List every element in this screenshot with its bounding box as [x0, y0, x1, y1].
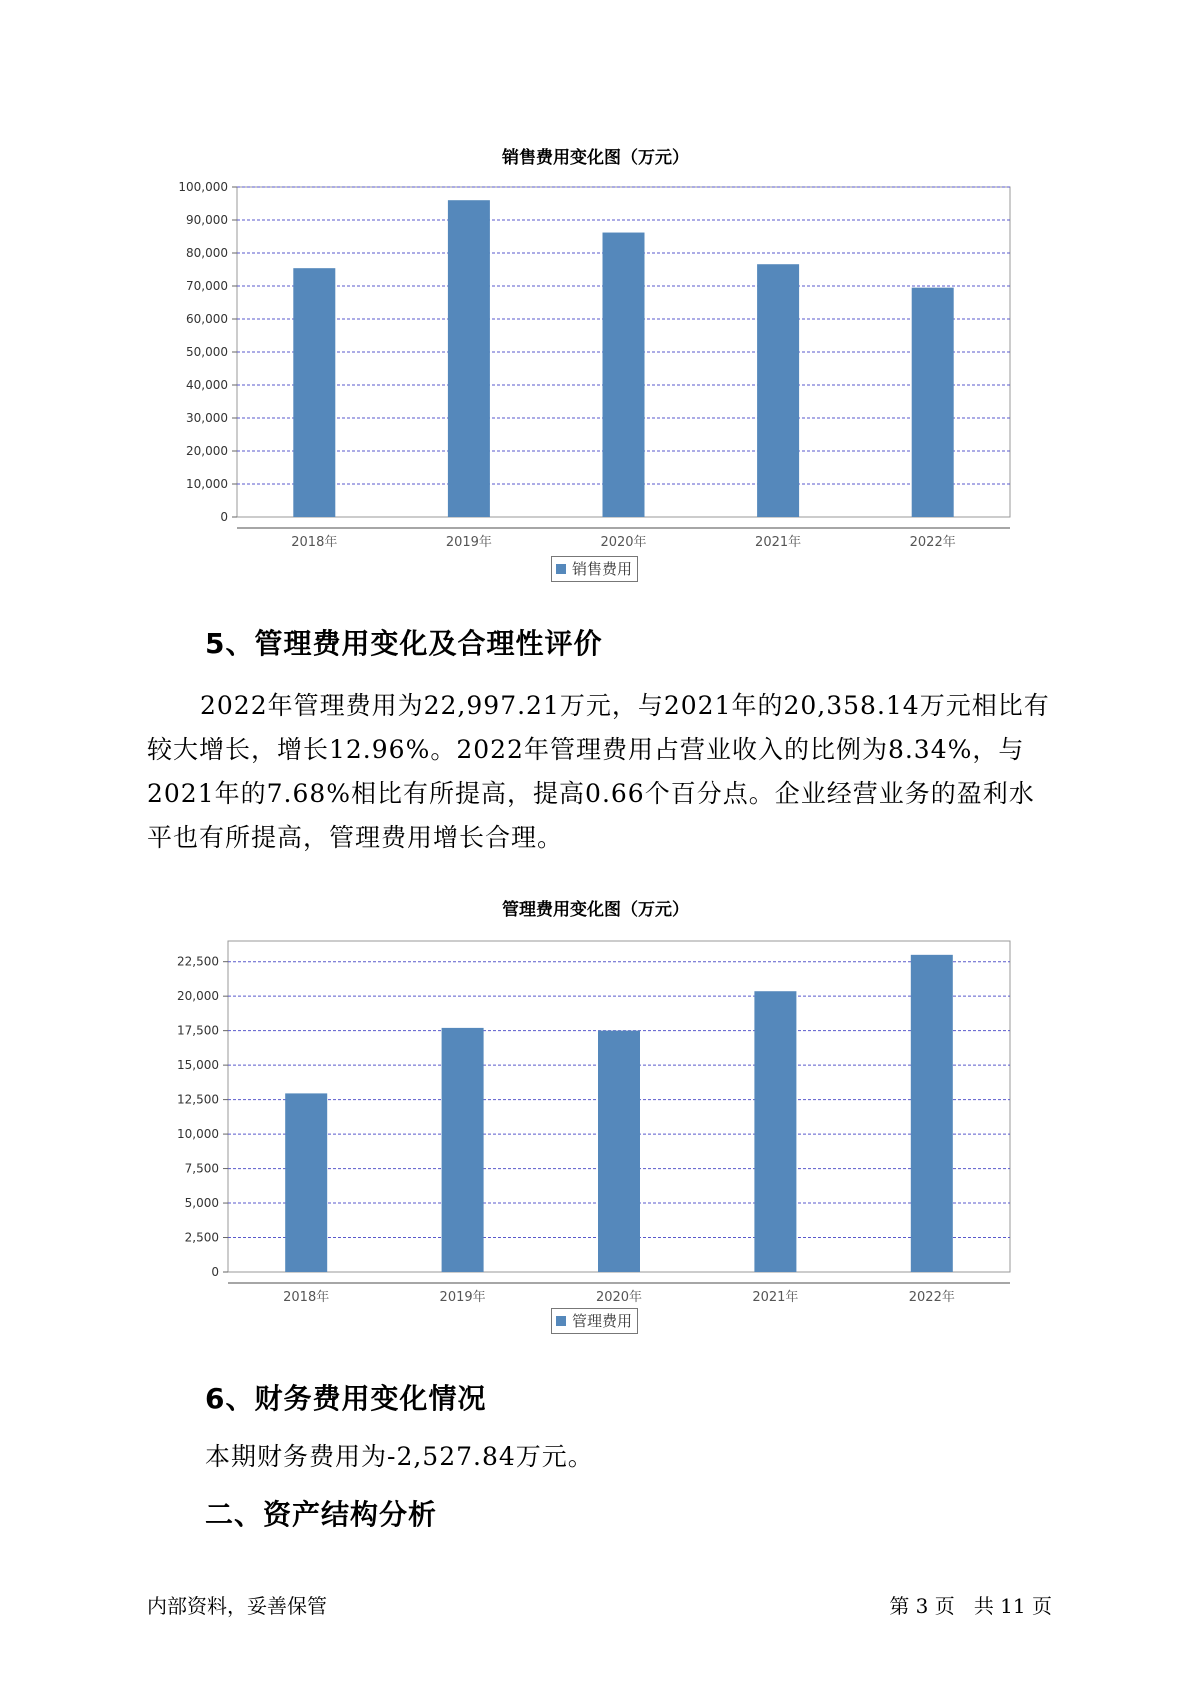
section-5-heading: 5、管理费用变化及合理性评价 [205, 627, 603, 660]
legend-label: 管理费用 [572, 1312, 633, 1330]
y-tick-label: 90,000 [186, 213, 228, 227]
y-tick-label: 10,000 [177, 1127, 219, 1142]
y-tick-label: 12,500 [177, 1092, 219, 1107]
y-tick-label: 20,000 [186, 444, 228, 458]
y-tick-label: 15,000 [177, 1058, 219, 1073]
bar-2018年 [285, 1093, 327, 1272]
y-tick-label: 20,000 [177, 989, 219, 1004]
y-tick-label: 50,000 [186, 345, 228, 359]
bar-2021年 [754, 991, 796, 1272]
y-tick-label: 7,500 [184, 1161, 219, 1176]
y-tick-label: 0 [211, 1265, 219, 1279]
x-tick-label: 2019年 [439, 1290, 486, 1305]
footer-confidential-note: 内部资料，妥善保管 [147, 1594, 327, 1618]
bar-2020年 [598, 1031, 640, 1272]
footer-page-number: 第 3 页 共 11 页 [889, 1594, 1052, 1618]
y-tick-label: 80,000 [186, 246, 228, 260]
y-tick-label: 0 [220, 510, 228, 524]
y-tick-label: 2,500 [184, 1230, 219, 1245]
y-tick-label: 22,500 [177, 954, 219, 969]
x-tick-label: 2022年 [908, 1290, 955, 1305]
y-tick-label: 30,000 [186, 411, 228, 425]
x-tick-label: 2020年 [600, 535, 647, 550]
y-tick-label: 5,000 [184, 1196, 219, 1211]
y-tick-label: 70,000 [186, 279, 228, 293]
legend-swatch-icon [556, 1316, 566, 1326]
section-5-paragraph: 2022年管理费用为22,997.21万元，与2021年的20,358.14万元相比有较大增长，增长12.96%。2022年管理费用占营业收入的比例为8.34%，与2021年的7.68%相比有所提高，提高0.66个百分点。企业经营业务的盈利水平也有所提高，管理费用增长合理。 [147, 691, 1050, 852]
y-tick-label: 100,000 [178, 180, 228, 194]
y-tick-label: 10,000 [186, 477, 228, 491]
section-6-paragraph: 本期财务费用为-2,527.84万元。 [205, 1442, 594, 1471]
x-tick-label: 2018年 [283, 1290, 330, 1305]
legend-label: 销售费用 [572, 560, 633, 578]
y-tick-label: 60,000 [186, 312, 228, 326]
x-tick-label: 2022年 [909, 535, 956, 550]
x-tick-label: 2021年 [752, 1290, 799, 1305]
bar-2019年 [442, 1028, 484, 1272]
chart-title: 销售费用变化图（万元） [502, 148, 689, 168]
x-tick-label: 2018年 [291, 535, 338, 550]
section-6-heading: 6、财务费用变化情况 [205, 1382, 487, 1415]
x-tick-label: 2020年 [595, 1290, 643, 1305]
chart-legend [551, 1308, 638, 1334]
x-tick-label: 2021年 [755, 535, 802, 550]
bar-2022年 [911, 955, 953, 1272]
x-tick-label: 2019年 [445, 535, 492, 550]
y-tick-label: 40,000 [186, 378, 228, 392]
y-tick-label: 17,500 [177, 1023, 219, 1038]
chart-title: 管理费用变化图（万元） [502, 900, 689, 920]
section-two-heading: 二、资产结构分析 [205, 1498, 438, 1531]
